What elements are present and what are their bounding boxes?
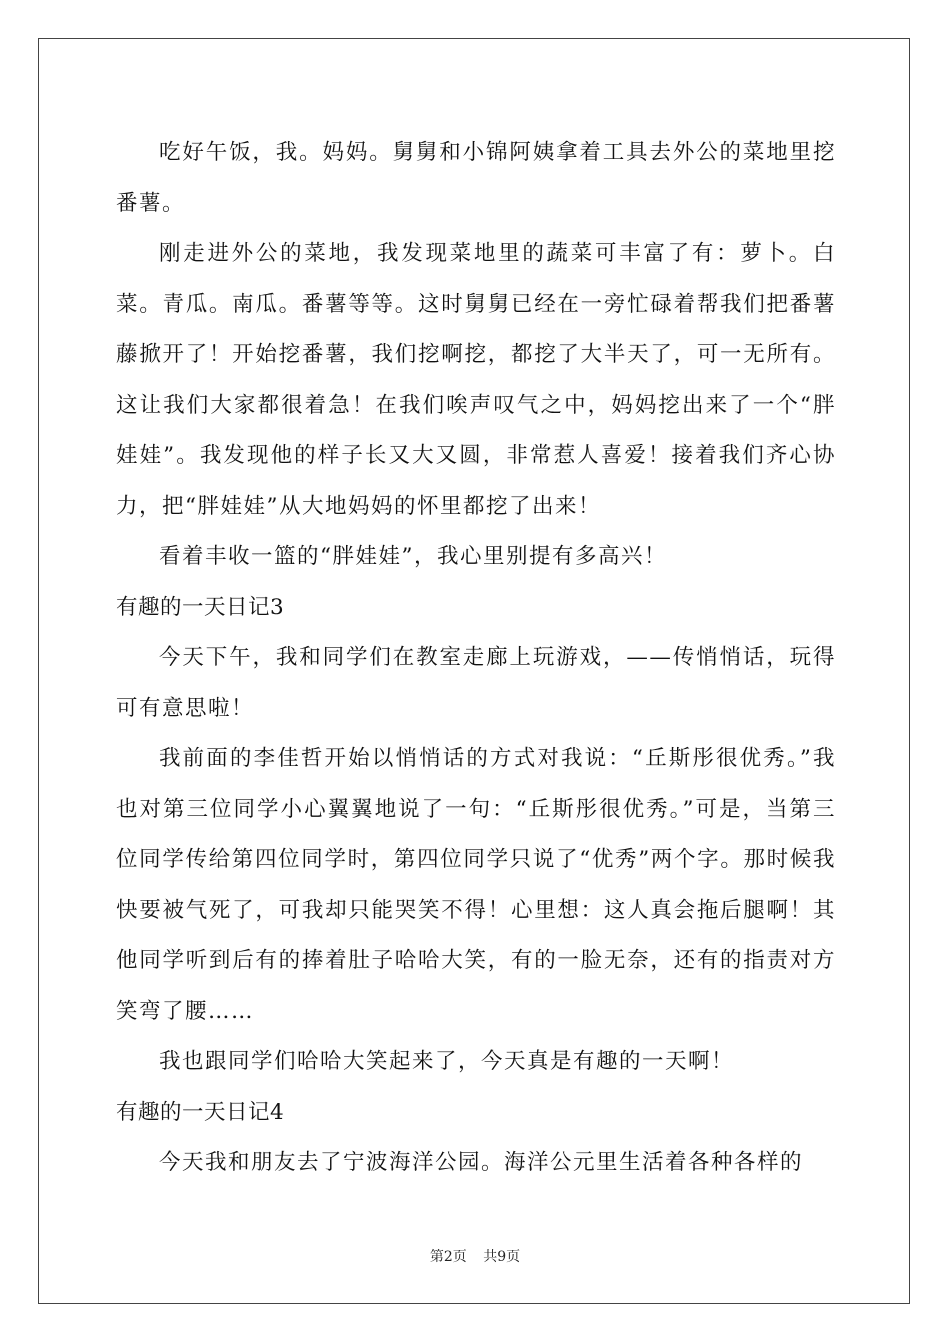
paragraph-4: 今天下午，我和同学们在教室走廊上玩游戏，——传悄悄话，玩得可有意思啦！ — [116, 645, 836, 721]
paragraph-2: 刚走进外公的菜地，我发现菜地里的蔬菜可丰富了有：萝卜。白菜。青瓜。南瓜。番薯等等。这时舅舅已经在一旁忙碌着帮我们把番薯藤掀开了！开始挖番薯，我们挖啊挖，都挖了大半天了，可一无所有。这让我们大家都很着急！在我们唉声叹气之中，妈妈挖出来了一个“胖娃娃”。我发现他的样子长又大又圆，非常惹人喜爱！接着我们齐心协力，把“胖娃娃”从大地妈妈的怀里都挖了出来！ — [116, 241, 836, 519]
paragraph-3: 看着丰收一篮的“胖娃娃”，我心里别提有多高兴！ — [159, 544, 667, 569]
paragraph-1: 吃好午饭，我。妈妈。舅舅和小锦阿姨拿着工具去外公的菜地里挖番薯。 — [116, 140, 836, 216]
document-body — [116, 128, 836, 1189]
section-heading-3: 有趣的一天日记3 — [116, 594, 285, 620]
paragraph-6: 我也跟同学们哈哈大笑起来了，今天真是有趣的一天啊！ — [159, 1049, 735, 1074]
paragraph-7: 今天我和朋友去了宁波海洋公园。海洋公元里生活着各种各样的 — [159, 1150, 804, 1175]
page-number: 第2页 — [429, 1249, 467, 1265]
section-heading-4: 有趣的一天日记4 — [116, 1099, 285, 1125]
page-footer — [0, 1246, 950, 1266]
paragraph-5: 我前面的李佳哲开始以悄悄话的方式对我说：“丘斯彤很优秀。”我也对第三位同学小心翼翼地说了一句：“丘斯彤很优秀。”可是，当第三位同学传给第四位同学时，第四位同学只说了“优秀”两个字。那时候我快要被气死了，可我却只能哭笑不得！心里想：这人真会拖后腿啊！其他同学听到后有的捧着肚子哈哈大笑，有的一脸无奈，还有的指责对方笑弯了腰…… — [116, 746, 836, 1024]
page-total: 共9页 — [483, 1249, 521, 1265]
